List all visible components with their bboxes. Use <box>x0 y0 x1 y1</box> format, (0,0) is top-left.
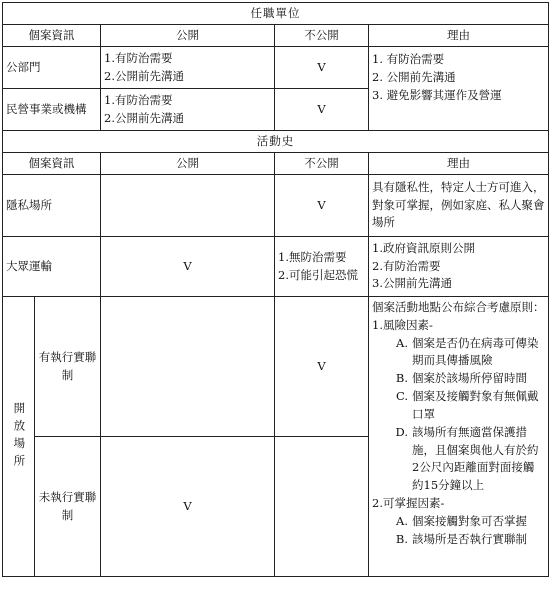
row-label-private-sector: 民營事業或機構 <box>3 89 101 131</box>
factor-title: 1.風險因素- <box>372 317 433 332</box>
row-label-private-venue: 隱私場所 <box>3 175 101 237</box>
reason-item: 2. 公開前先溝通 <box>372 69 456 84</box>
nonpublic-item: 1.無防治需要 <box>278 249 347 264</box>
reason-cell-open-venue <box>369 297 549 577</box>
public-mark: V <box>101 237 275 297</box>
section-title-employment: 任職單位 <box>3 3 549 25</box>
public-item: 2.公開前先溝通 <box>104 68 184 83</box>
reason-item: 1.政府資訊原則公開 <box>372 240 475 255</box>
factor-item <box>390 424 545 495</box>
disclosure-table <box>2 2 549 577</box>
nonpublic-mark: V <box>275 89 369 131</box>
public-cell-private-sector <box>101 89 275 131</box>
sub-label-without-registration: 未執行實聯制 <box>35 437 101 577</box>
reason-intro: 個案活動地點公布綜合考慮原則： <box>372 300 545 314</box>
factor-mark: D. <box>395 424 408 439</box>
factor-title: 2.可掌握因素- <box>372 495 445 510</box>
nonpublic-cell-transport <box>275 237 369 297</box>
nonpublic-cell-empty <box>275 437 369 577</box>
header-reason: 理由 <box>369 153 549 175</box>
factor-text: 該場所是否執行實聯制 <box>412 531 527 546</box>
factor-text: 個案是否仍在病毒可傳染期而具傳播風險 <box>412 335 539 368</box>
row-label-open-venue <box>3 297 35 577</box>
factor-mark: C. <box>395 389 408 404</box>
public-cell-empty <box>101 175 275 237</box>
header-case-info: 個案資訊 <box>3 153 101 175</box>
reason-cell-transport <box>369 237 549 297</box>
factor-text: 個案於該場所停留時間 <box>412 371 527 386</box>
reason-cell-employment <box>369 47 549 131</box>
public-item: 1.有防治需要 <box>104 92 173 107</box>
public-item: 1.有防治需要 <box>104 50 173 65</box>
header-case-info: 個案資訊 <box>3 25 101 47</box>
factor-text: 個案接觸對象可否掌握 <box>412 513 527 528</box>
reason-item: 3.公開前先溝通 <box>372 276 452 291</box>
public-mark: V <box>101 437 275 577</box>
reason-private-venue: 具有隱私性，特定人士方可進入，對象可掌握，例如家庭、私人聚會場所 <box>369 175 549 237</box>
nonpublic-mark: V <box>275 175 369 237</box>
sub-label-with-registration: 有執行實聯制 <box>35 297 101 437</box>
public-item: 2.公開前先溝通 <box>104 110 184 125</box>
factor-mark: A. <box>396 513 408 528</box>
header-reason: 理由 <box>369 25 549 47</box>
factor-mark: B. <box>395 371 408 386</box>
factor-item <box>390 388 545 424</box>
header-public: 公開 <box>101 153 275 175</box>
row-label-public-transport: 大眾運輸 <box>3 237 101 297</box>
public-cell-empty <box>101 297 275 437</box>
header-nonpublic: 不公開 <box>275 25 369 47</box>
factor-text: 該場所有無適當保護措施，且個案與他人有於約2公尺內距離面對面接觸約15分鐘以上 <box>412 424 539 493</box>
factor-text: 個案及接觸對象有無佩戴口罩 <box>412 389 539 421</box>
factor-mark: B. <box>395 531 408 546</box>
header-public: 公開 <box>101 25 275 47</box>
reason-item: 3. 避免影響其運作及營運 <box>372 87 502 102</box>
reason-item: 2.有防治需要 <box>372 258 441 273</box>
public-cell-public-sector <box>101 47 275 89</box>
factor-item <box>390 513 545 531</box>
factor-item <box>390 370 545 388</box>
nonpublic-mark: V <box>275 297 369 437</box>
nonpublic-item: 2.可能引起恐慌 <box>278 267 358 282</box>
nonpublic-mark: V <box>275 47 369 89</box>
row-label-public-sector: 公部門 <box>3 47 101 89</box>
factor-item <box>390 531 545 549</box>
factor-mark: A. <box>396 335 408 350</box>
factor-item <box>390 335 545 371</box>
reason-item: 1. 有防治需要 <box>372 52 445 66</box>
section-title-activity: 活動史 <box>3 131 549 153</box>
open-venue-label: 開放場所 <box>12 401 27 472</box>
factor-list <box>372 335 545 495</box>
header-nonpublic: 不公開 <box>275 153 369 175</box>
factor-list <box>372 513 545 549</box>
